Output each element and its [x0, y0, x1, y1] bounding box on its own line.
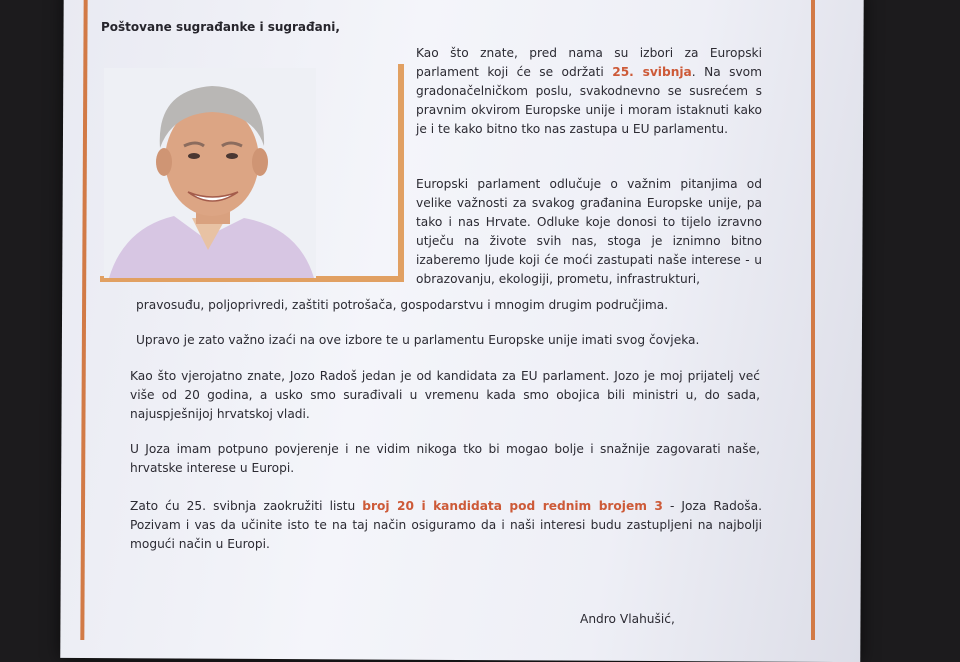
p1-text-before: Kao što znate, pred nama su izbori za Europski parlament koji će se održati — [416, 46, 762, 79]
election-date-highlight: 25. svibnja — [612, 65, 692, 79]
portrait-illustration — [104, 68, 316, 278]
author-photo — [104, 68, 316, 278]
paragraph-candidate: Kao što vjerojatno znate, Jozo Radoš jedan je od kandidata za EU parlament. Jozo je moj prijatelj već više od 20 godina, a usko smo surađivali u vremenu kada smo obojica bili ministri u, do sada, najuspješnijoj hrvatskoj vladi. — [130, 369, 760, 421]
paragraph-elections — [416, 44, 762, 139]
paragraph-parliament-role: Europski parlament odlučuje o važnim pitanjima od velike važnosti za svakog građanina Europske unije, pa tako i nas Hrvate. Odluke koje donosi to tijelo izravno utječu na živote svih nas, stoga je iznimno bitno izaberemo ljude koji će moći zastupati naše interese - u obrazovanju, ekologiji, prometu, infrastrukturi, — [416, 177, 762, 286]
paragraph-trust: U Joza imam potpuno povjerenje i ne vidim nikoga tko bi mogao bolje i snažnije zagovarati naše, hrvatske interese u Europi. — [130, 442, 760, 475]
paragraph-parliament-role-continued: pravosuđu, poljoprivredi, zaštiti potrošača, gospodarstvu i mnogim drugim područjima. — [136, 298, 669, 312]
paragraph-importance: Upravo je zato važno izaći na ove izbore te u parlamentu Europske unije imati svog čovjeka. — [136, 333, 700, 347]
signature: Andro Vlahušić, — [580, 612, 675, 626]
salutation: Poštovane sugrađanke i sugrađani, — [101, 20, 340, 34]
p6-text-after: - Joza Radoša. Pozivam i vas da učinite isto te na taj način osiguramo da i naši interesi budu zastupljeni na najbolji mogući način u Europi. — [130, 499, 762, 551]
list-number-highlight: broj 20 i kandidata pod rednim brojem 3 — [362, 499, 663, 513]
p6-text-before: Zato ću 25. svibnja zaokružiti listu — [130, 499, 363, 513]
p1-text-after: . Na svom gradonačelničkom poslu, svakodnevno se susrećem s pravnim okvirom Europske unije i moram istaknuti kako je i te kako bitno tko nas zastupa u EU parlamentu. — [416, 65, 763, 136]
paragraph-call-to-action — [130, 497, 762, 554]
right-margin-rule — [811, 0, 815, 640]
